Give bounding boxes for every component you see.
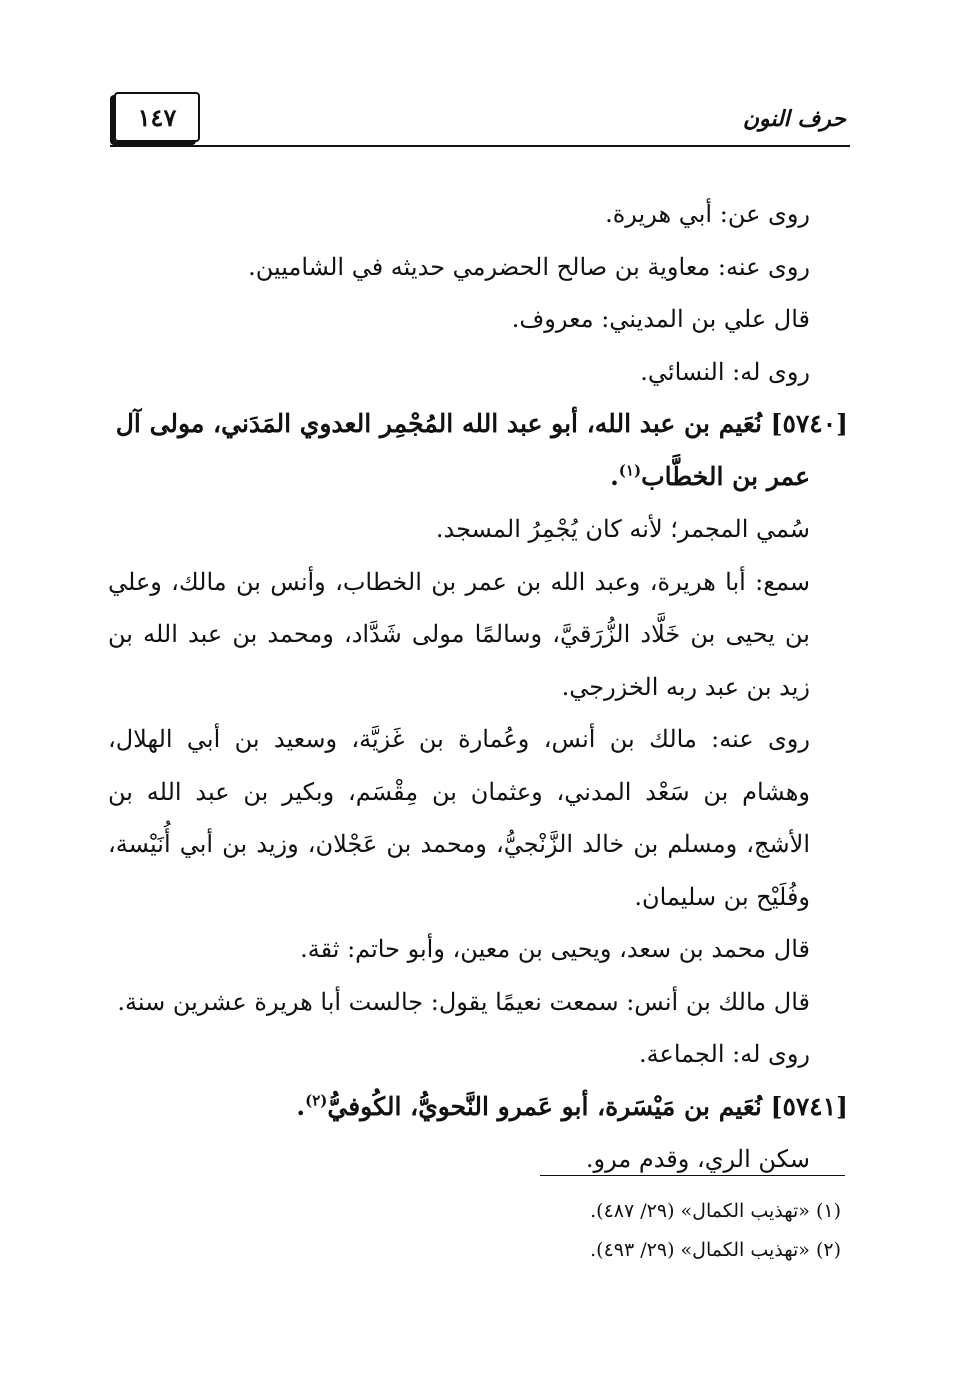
entry-5740-heading-cont — [108, 451, 848, 504]
page-number: ١٤٧ — [114, 92, 200, 142]
entry-5741-heading — [108, 1081, 848, 1134]
heard-from-paragraph: سمع: أبا هريرة، وعبد الله بن عمر بن الخطاب، وأنس بن مالك، وعلي بن يحيى بن خَلَّاد الزُّرَقيَّ، وسالمًا مولى شَدَّاد، ومحمد بن عبد الله بن زيد بن عبد ربه الخزرجي. — [108, 567, 810, 701]
entry-5741-heading-text: [٥٧٤١] نُعَيم بن مَيْسَرة، أبو عَمرو النَّحويُّ، الكُوفيُّ — [327, 1091, 848, 1121]
footnote-1: (١) «تهذيب الكمال» (٢٩/ ٤٨٧). — [590, 1200, 841, 1222]
footnote-ref-1[interactable]: (١) — [618, 461, 642, 480]
footnote-ref-2[interactable]: (٢) — [305, 1091, 328, 1110]
header-rule — [110, 145, 850, 147]
page-body — [108, 188, 848, 1186]
narrated-by-line: روى عنه: معاوية بن صالح الحضرمي حديثه في الشاميين. — [248, 252, 810, 281]
malik-quote-line: قال مالك بن أنس: سمعت نعيمًا يقول: جالست أبا هريرة عشرين سنة. — [117, 987, 810, 1016]
entry-5740-heading-end: . — [610, 461, 619, 491]
narrated-by-paragraph: روى عنه: مالك بن أنس، وعُمارة بن غَزيَّة، وسعيد بن أبي الهلال، وهشام بن سَعْد المدني، وعثمان بن مِقْسَم، وبكير بن عبد الله بن الأشج، ومسلم بن خالد الزَّنْجيُّ، ومحمد بن عَجْلان، وزيد بن أبي أُنَيْسة، وفُلَيْح بن سليمان. — [108, 725, 810, 911]
ibn-madini-line: قال علي بن المديني: معروف. — [511, 305, 810, 333]
page-header — [110, 92, 850, 152]
naming-reason-line: سُمي المجمر؛ لأنه كان يُجْمِرُ المسجد. — [435, 515, 810, 543]
entry-5740-heading — [108, 398, 848, 451]
narrated-from-line: روى عن: أبي هريرة. — [605, 200, 810, 228]
narrated-to-jamaa-line: روى له: الجماعة. — [639, 1040, 810, 1068]
footnotes — [300, 1192, 845, 1270]
narrated-to-line: روى له: النسائي. — [640, 357, 810, 386]
footnote-2: (٢) «تهذيب الكمال» (٢٩/ ٤٩٣). — [590, 1239, 841, 1261]
entry-5741-heading-end: . — [296, 1091, 306, 1121]
footnote-rule — [540, 1175, 845, 1176]
entry-5740-heading-text-2: عمر بن الخطَّاب — [641, 461, 810, 491]
entry-5740-heading-text: [٥٧٤٠] نُعَيم بن عبد الله، أبو عبد الله المُجْمِر العدوي المَدَني، مولى آل — [115, 409, 848, 438]
running-title: حرف النون — [742, 106, 846, 132]
residence-line: سكن الري، وقدم مرو. — [585, 1145, 810, 1173]
reliability-line: قال محمد بن سعد، ويحيى بن معين، وأبو حاتم: ثقة. — [300, 935, 810, 963]
